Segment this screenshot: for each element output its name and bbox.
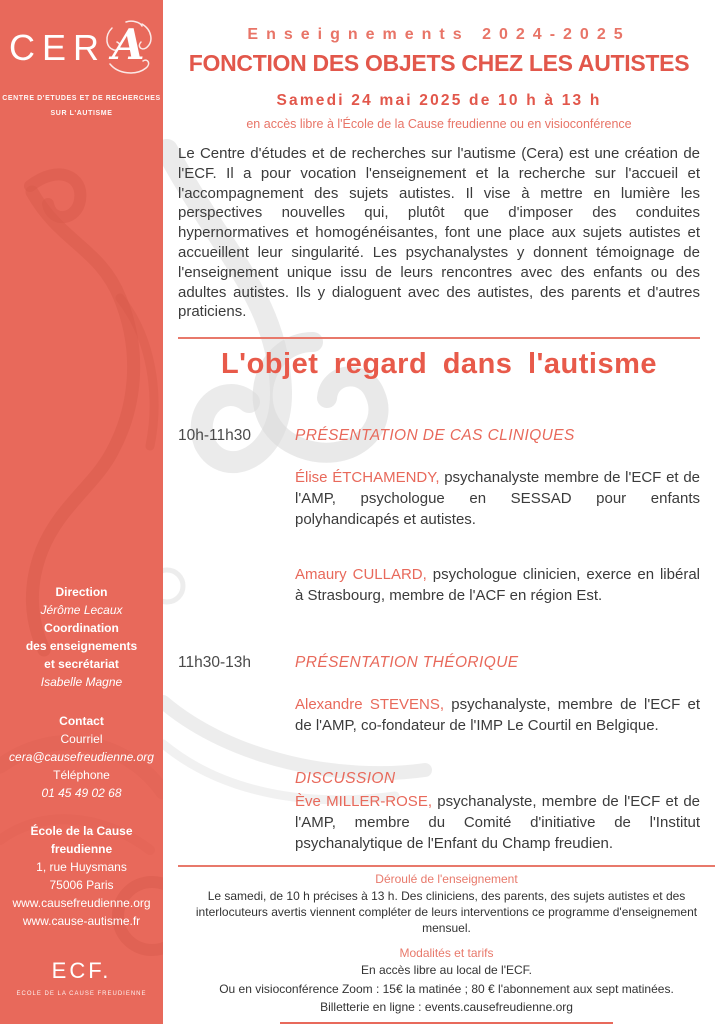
- main-content: [163, 0, 727, 1024]
- billetterie-line: [178, 1000, 715, 1016]
- school-website-link2[interactable]: www.cause-autisme.fr: [22, 914, 141, 928]
- speaker-name: Élise ÉTCHAMENDY,: [295, 469, 440, 487]
- contact-phone-label: Téléphone: [53, 768, 110, 782]
- deroule-text: Le samedi, de 10 h précises à 13 h. Des cliniciens, des parents, des sujets autistes et des interlocuteurs avertis viennent compléter de leurs interventions ce programme d'enseignement mensuel.: [195, 889, 698, 935]
- session-heading: PRÉSENTATION DE CAS CLINIQUES: [295, 427, 575, 445]
- contact-title: Contact: [59, 714, 104, 728]
- speaker-name: Amaury CULLARD,: [295, 566, 427, 584]
- modalites-access-line: En accès libre au local de l'ECF.: [360, 963, 533, 978]
- speaker-desc: psychanalyste, membre de l'ECF et de l'AMP, membre du Comité d'initiative de l'Institut psychanalytique de l'Enfant du Champ freudien.: [295, 793, 701, 853]
- speaker-entry: [295, 694, 700, 736]
- coordination-line2: des enseignements: [25, 639, 138, 653]
- direction-name: Jérôme Lecaux: [40, 603, 123, 617]
- school-title-line1: École de la Cause: [30, 824, 133, 838]
- sidebar: [0, 0, 163, 1024]
- school-address-line1: 1, rue Huysmans: [36, 860, 127, 874]
- sidebar-school-block: [6, 822, 157, 930]
- session-heading: DISCUSSION: [295, 770, 396, 788]
- modalites-title: Modalités et tarifs: [399, 946, 494, 961]
- modalites-pricing-line: Ou en visioconférence Zoom : 15€ la matinée ; 80 € l'abonnement aux sept matinées.: [219, 981, 674, 996]
- direction-title: Direction: [55, 585, 108, 599]
- speaker-name: Ève MILLER-ROSE,: [295, 793, 432, 811]
- speaker-entry: [295, 791, 700, 854]
- billetterie-link[interactable]: events.causefreudienne.org: [424, 1000, 573, 1015]
- school-title-line2: freudienne: [50, 842, 113, 856]
- coordination-line1: Coordination: [44, 621, 119, 635]
- ecf-logo-subtitle: ÉCOLE DE LA CAUSE FREUDIENNE: [16, 991, 147, 997]
- cera-logo: [0, 20, 163, 78]
- cera-subtitle-line1: CENTRE D'ETUDES ET DE RECHERCHES: [2, 95, 161, 102]
- session-time: 10h-11h30: [178, 427, 251, 445]
- header-series-title: FONCTION DES OBJETS CHEZ LES AUTISTES: [188, 50, 690, 76]
- school-address-line2: 75006 Paris: [49, 878, 114, 892]
- contact-email-label: Courriel: [60, 732, 103, 746]
- session-heading: PRÉSENTATION THÉORIQUE: [295, 654, 519, 672]
- sidebar-contact-block: [6, 712, 157, 802]
- speaker-desc: psychanalyste, membre de l'ECF et de l'AMP, co-fondateur de l'IMP Le Courtil en Belgique.: [295, 696, 701, 735]
- session-time: 11h30-13h: [178, 654, 251, 672]
- ecf-logo: ECF.: [51, 958, 112, 983]
- session-row-3: [178, 770, 700, 788]
- document-body: [178, 26, 700, 854]
- header-season: Enseignements 2024-2025: [247, 26, 631, 43]
- sidebar-direction-block: [6, 583, 157, 691]
- session-row-1: [178, 427, 700, 445]
- contact-email-link[interactable]: cera@causefreudienne.org: [9, 750, 154, 764]
- speaker-name: Alexandre STEVENS,: [295, 696, 445, 714]
- billetterie-label: Billetterie en ligne :: [320, 1000, 422, 1015]
- coordination-line3: et secrétariat: [44, 657, 119, 671]
- divider-line: [178, 337, 700, 339]
- cera-logo-ornate-a: [102, 20, 154, 78]
- header-access-note: en accès libre à l'École de la Cause freudienne ou en visioconférence: [246, 117, 632, 131]
- cera-logo-subtitle: [0, 92, 163, 121]
- speaker-entry: [295, 467, 700, 530]
- schedule: [178, 427, 700, 854]
- coordination-name: Isabelle Magne: [40, 675, 123, 689]
- cera-logo-text: CER: [8, 27, 106, 68]
- header-date: Samedi 24 mai 2025 de 10 h à 13 h: [276, 92, 602, 109]
- event-title: L'objet regard dans l'autisme: [220, 348, 658, 381]
- footer-divider-line: [178, 865, 715, 867]
- cera-subtitle-line2: SUR L'AUTISME: [50, 109, 113, 117]
- deroule-title: Déroulé de l'enseignement: [375, 872, 518, 887]
- sidebar-content: [0, 20, 163, 121]
- speaker-entry: [295, 564, 700, 606]
- intro-paragraph: Le Centre d'études et de recherches sur l'autisme (Cera) est une création de l'ECF. Il a pour vocation l'enseignement et la recherche sur l'accueil et l'accompagnement des sujets autistes. Il vise à mettre en lumière les perspectives nouvelles qui, plutôt que d'imposer des conduites hypernormatives et homogénéisantes, font une place aux sujets autistes et accueillent leur singularité. Les psychanalystes y donnent témoignage de l'enseignement unique issu de leurs rencontres avec des enfants ou des adultes autistes. Ils y dialoguent avec des autistes, des parents et d'autres praticiens.: [178, 145, 700, 321]
- cera-logo-a: A: [112, 20, 145, 69]
- footer: [178, 865, 715, 1024]
- sidebar-ecf-block: [0, 960, 163, 999]
- session-row-2: [178, 654, 700, 672]
- contact-phone-number: 01 45 49 02 68: [41, 786, 122, 800]
- school-website-link1[interactable]: www.causefreudienne.org: [12, 896, 151, 910]
- speaker-desc: psychologue clinicien, exerce en libéral à Strasbourg, membre de l'ACF en région Est.: [295, 566, 700, 605]
- speaker-desc: psychanalyste membre de l'ECF et de l'AMP, psychologue en SESSAD pour enfants polyhandicapés et autistes.: [295, 469, 700, 529]
